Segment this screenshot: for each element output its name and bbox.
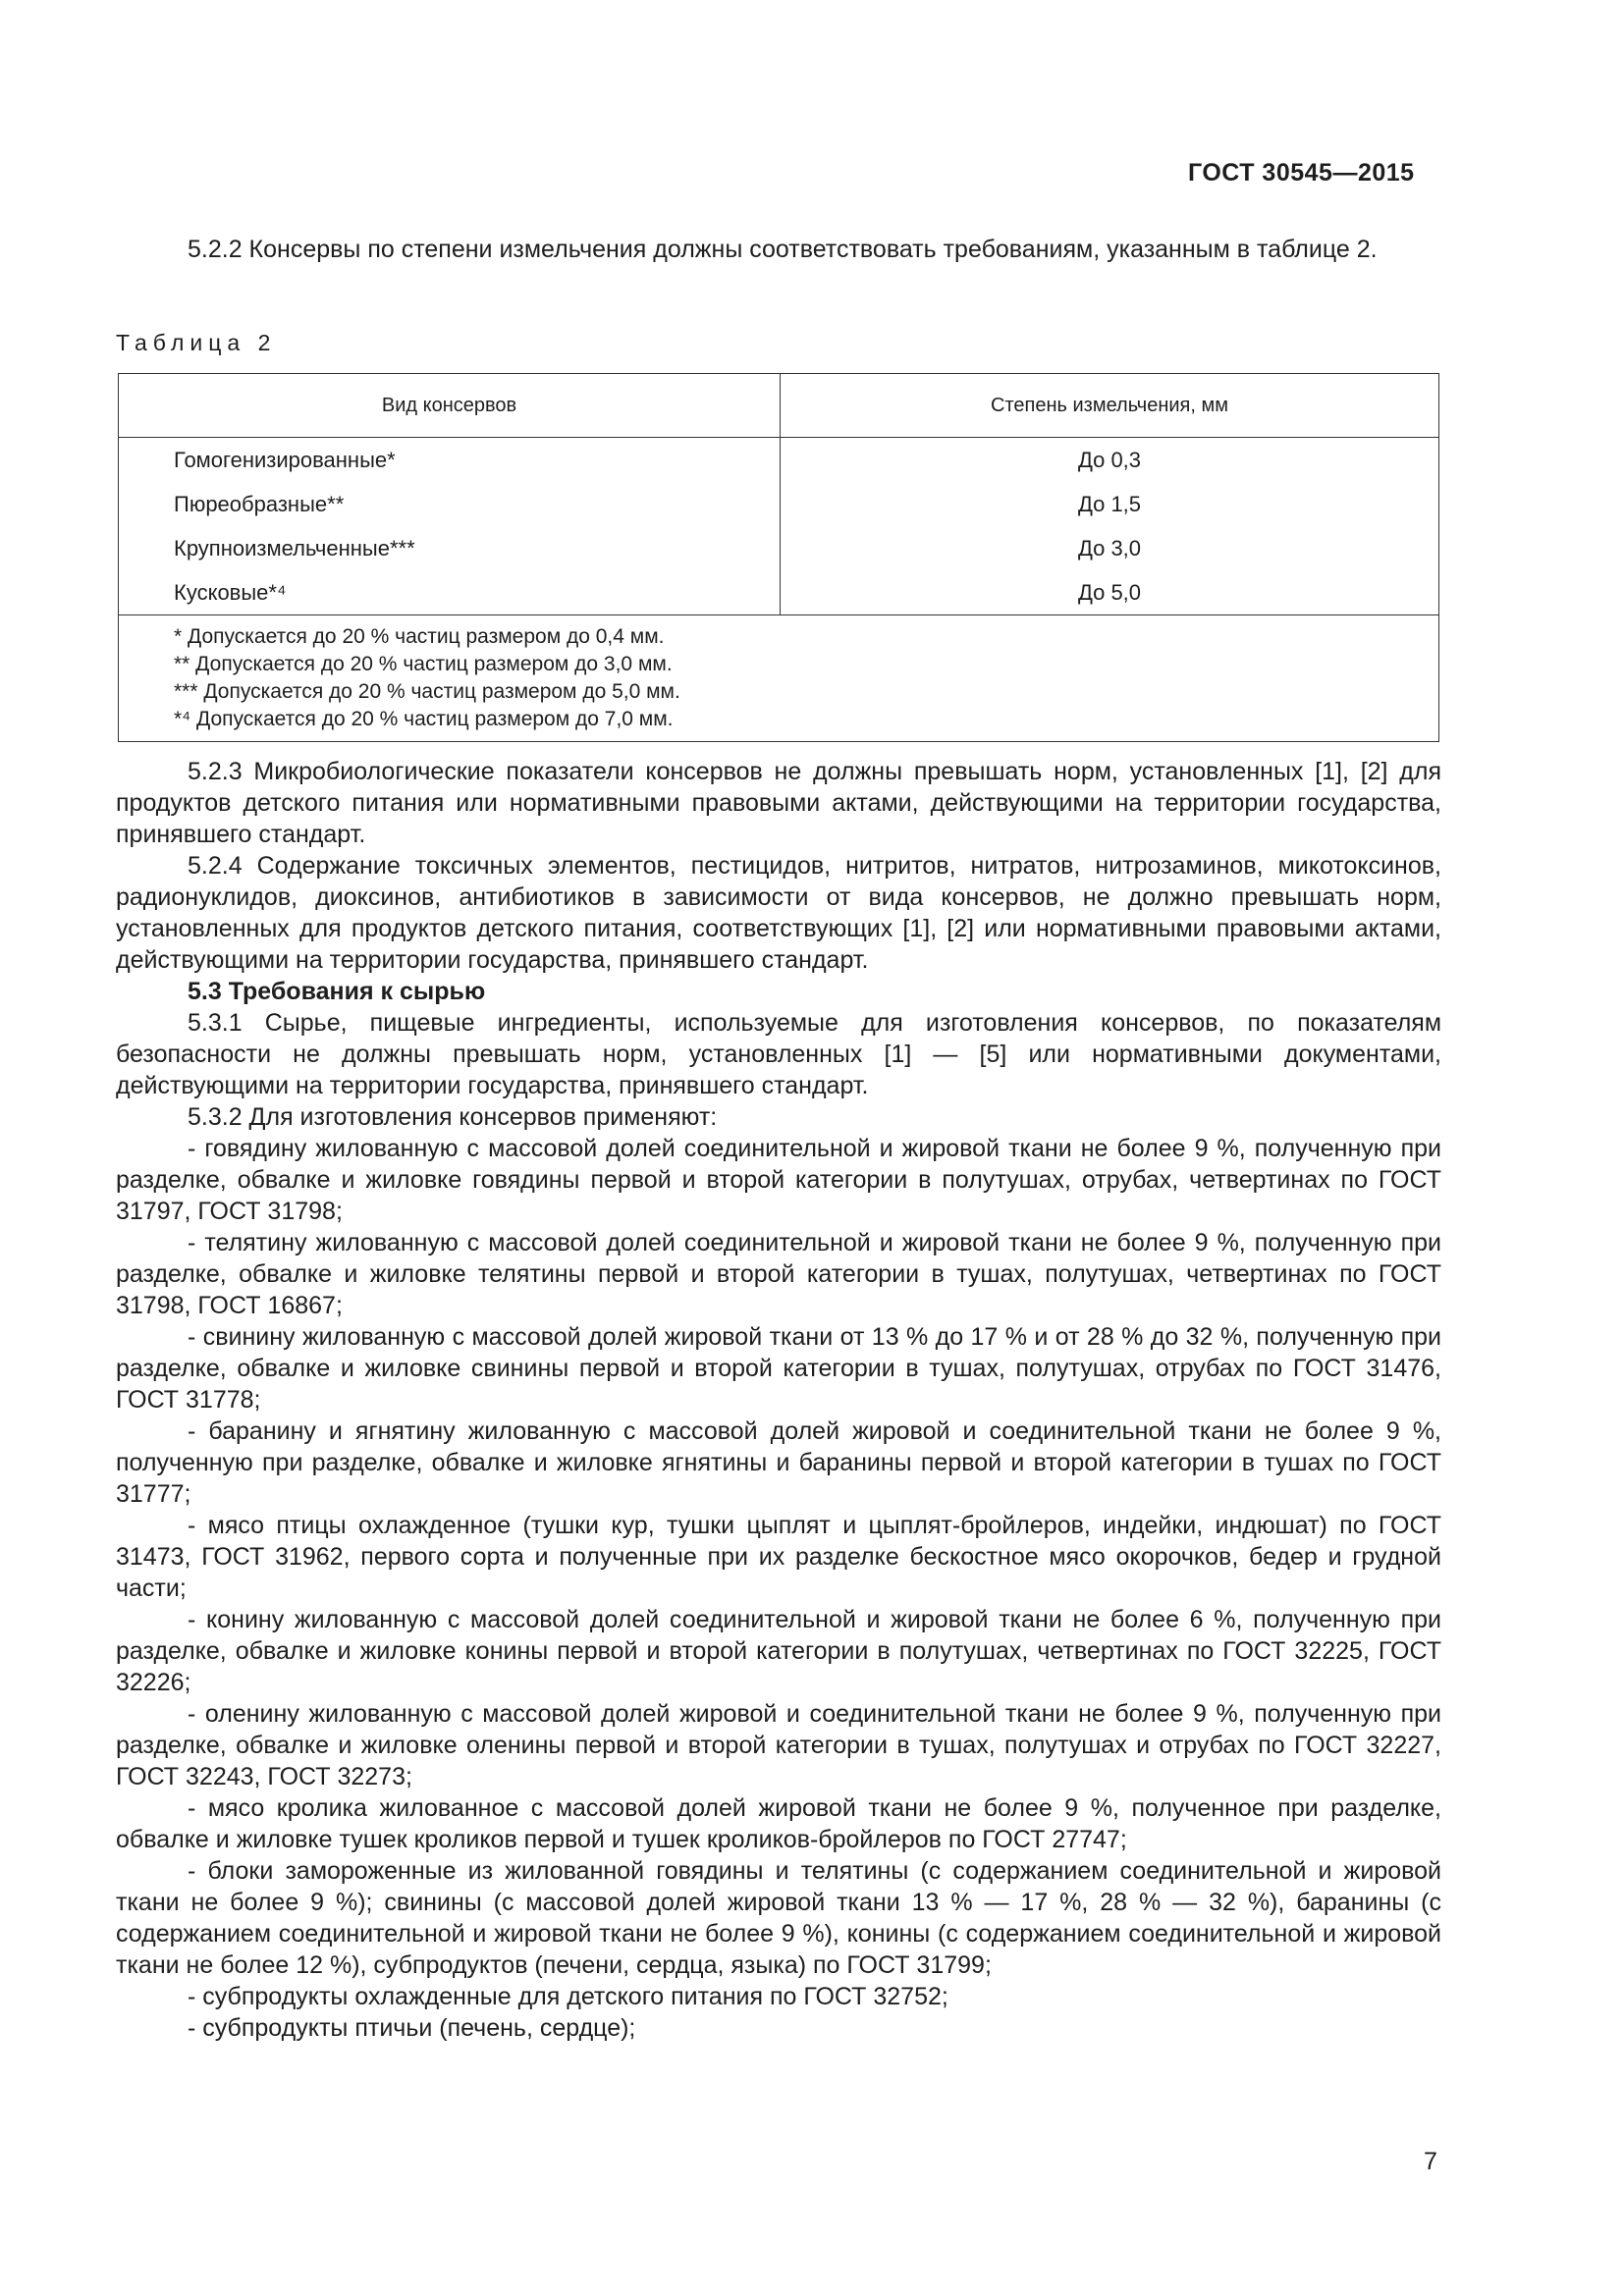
grind-degree-cell: До 0,3 <box>781 438 1439 483</box>
list-item: - субпродукты охлажденные для детского питания по ГОСТ 32752; <box>188 1983 948 2010</box>
list-item: - свинину жилованную с массовой долей жировой ткани от 13 % до 17 % и от 28 % до 32 %, полученную при разделке, обвалке и жиловке свинины первой и второй категории в тушах, полутушах, отрубах по ГОСТ 31476, ГОСТ 31778; <box>116 1323 1441 1414</box>
page-number: 7 <box>1424 2148 1437 2175</box>
table-row <box>119 526 1439 570</box>
list-item: - телятину жилованную с массовой долей соединительной и жировой ткани не более 9 %, полученную при разделке, обвалке и жиловке телятины первой и второй категории в тушах, полутушах, четвертинах по ГОСТ 31798, ГОСТ 16867; <box>116 1229 1441 1319</box>
document-code: ГОСТ 30545—2015 <box>1188 159 1415 187</box>
list-item: - говядину жилованную с массовой долей соединительной и жировой ткани не более 9 %, полученную при разделке, обвалке и жиловке говядины первой и второй категории в полутушах, отрубах, четвертинах по ГОСТ 31797, ГОСТ 31798; <box>116 1135 1441 1225</box>
paragraph: 5.3.1 Сырье, пищевые ингредиенты, используемые для изготовления консервов, по показателям безопасности не должны превышать норм, установленных [1] — [5] или нормативными документами, действующими на территории государства, принявшего стандарт. <box>116 1009 1441 1099</box>
table-notes-row <box>119 615 1439 742</box>
body-text <box>116 756 1441 2044</box>
grind-degree-cell: До 1,5 <box>781 482 1439 526</box>
intro-paragraph <box>116 234 1441 265</box>
product-type-cell: Крупноизмельченные*** <box>119 526 781 570</box>
table-caption: Таблица 2 <box>116 330 277 355</box>
product-type-cell: Гомогенизированные* <box>119 438 781 483</box>
grind-degree-cell: До 5,0 <box>781 570 1439 615</box>
list-item: - мясо кролика жилованное с массовой долей жировой ткани не более 9 %, полученное при разделке, обвалке и жиловке тушек кроликов первой и тушек кроликов-бройлеров по ГОСТ 27747; <box>116 1794 1441 1853</box>
table-note: * Допускается до 20 % частиц размером до 0,4 мм. <box>174 625 665 648</box>
table-notes <box>119 615 1439 742</box>
list-item: - оленину жилованную с массовой долей жировой и соединительной ткани не более 9 %, полученную при разделке, обвалке и жиловке оленины первой и второй категории в тушах, полутушах и отрубах по ГОСТ 32227, ГОСТ 32243, ГОСТ 32273; <box>116 1700 1441 1790</box>
list-item: - блоки замороженные из жилованной говядины и телятины (с содержанием соединительной и жировой ткани не более 9 %); свинины (с массовой долей жировой ткани 13 % — 17 %, 28 % — 32 %), баранины (с содержанием соединительной и жировой ткани не более 9 %), конины (с содержанием соединительной и жировой ткани не более 12 %), субпродуктов (печени, сердца, языка) по ГОСТ 31799; <box>116 1857 1441 1979</box>
table-header-row <box>119 374 1439 438</box>
list-item: - субпродукты птичьи (печень, сердце); <box>188 2014 636 2042</box>
product-type-cell: Пюреобразные** <box>119 482 781 526</box>
paragraph-5-2-2: 5.2.2 Консервы по степени измельчения должны соответствовать требованиям, указанным в таблице 2. <box>188 236 1378 263</box>
column-header: Вид консервов <box>119 374 781 438</box>
list-item: - конину жилованную с массовой долей соединительной и жировой ткани не более 6 %, полученную при разделке, обвалке и жиловке конины первой и второй категории в полутушах, четвертинах по ГОСТ 32225, ГОСТ 32226; <box>116 1606 1441 1696</box>
grind-degree-cell: До 3,0 <box>781 526 1439 570</box>
table-note: ** Допускается до 20 % частиц размером до 3,0 мм. <box>174 653 673 675</box>
paragraph: 5.2.3 Микробиологические показатели консервов не должны превышать норм, установленных [1], [2] для продуктов детского питания или нормативными правовыми актами, действующими на территории государства, принявшего стандарт. <box>116 758 1441 848</box>
table-row <box>119 570 1439 615</box>
table-note: *⁴ Допускается до 20 % частиц размером до 7,0 мм. <box>174 708 674 730</box>
product-type-cell: Кусковые*⁴ <box>119 570 781 615</box>
list-item: - мясо птицы охлажденное (тушки кур, тушки цыплят и цыплят-бройлеров, индейки, индюшат) по ГОСТ 31473, ГОСТ 31962, первого сорта и полученные при их разделке бескостное мясо окорочков, бедер и грудной части; <box>116 1512 1441 1602</box>
paragraph: 5.2.4 Содержание токсичных элементов, пестицидов, нитритов, нитратов, нитрозаминов, микотоксинов, радионуклидов, диоксинов, антибиотиков в зависимости от вида консервов, не должно превышать норм, установленных для продуктов детского питания, соответствующих [1], [2] или нормативными правовыми актами, действующими на территории государства, принявшего стандарт. <box>116 852 1441 974</box>
table-row <box>119 482 1439 526</box>
table-note: *** Допускается до 20 % частиц размером до 5,0 мм. <box>174 680 680 703</box>
table-2 <box>118 373 1439 742</box>
table-row <box>119 438 1439 483</box>
column-header: Степень измельчения, мм <box>781 374 1439 438</box>
paragraph: 5.3.2 Для изготовления консервов применяют: <box>188 1103 718 1131</box>
section-heading: 5.3 Требования к сырью <box>188 978 486 1005</box>
list-item: - баранину и ягнятину жилованную с массовой долей жировой и соединительной ткани не более 9 %, полученную при разделке, обвалке и жиловке ягнятины и баранины первой и второй категории в тушах по ГОСТ 31777; <box>116 1417 1441 1508</box>
